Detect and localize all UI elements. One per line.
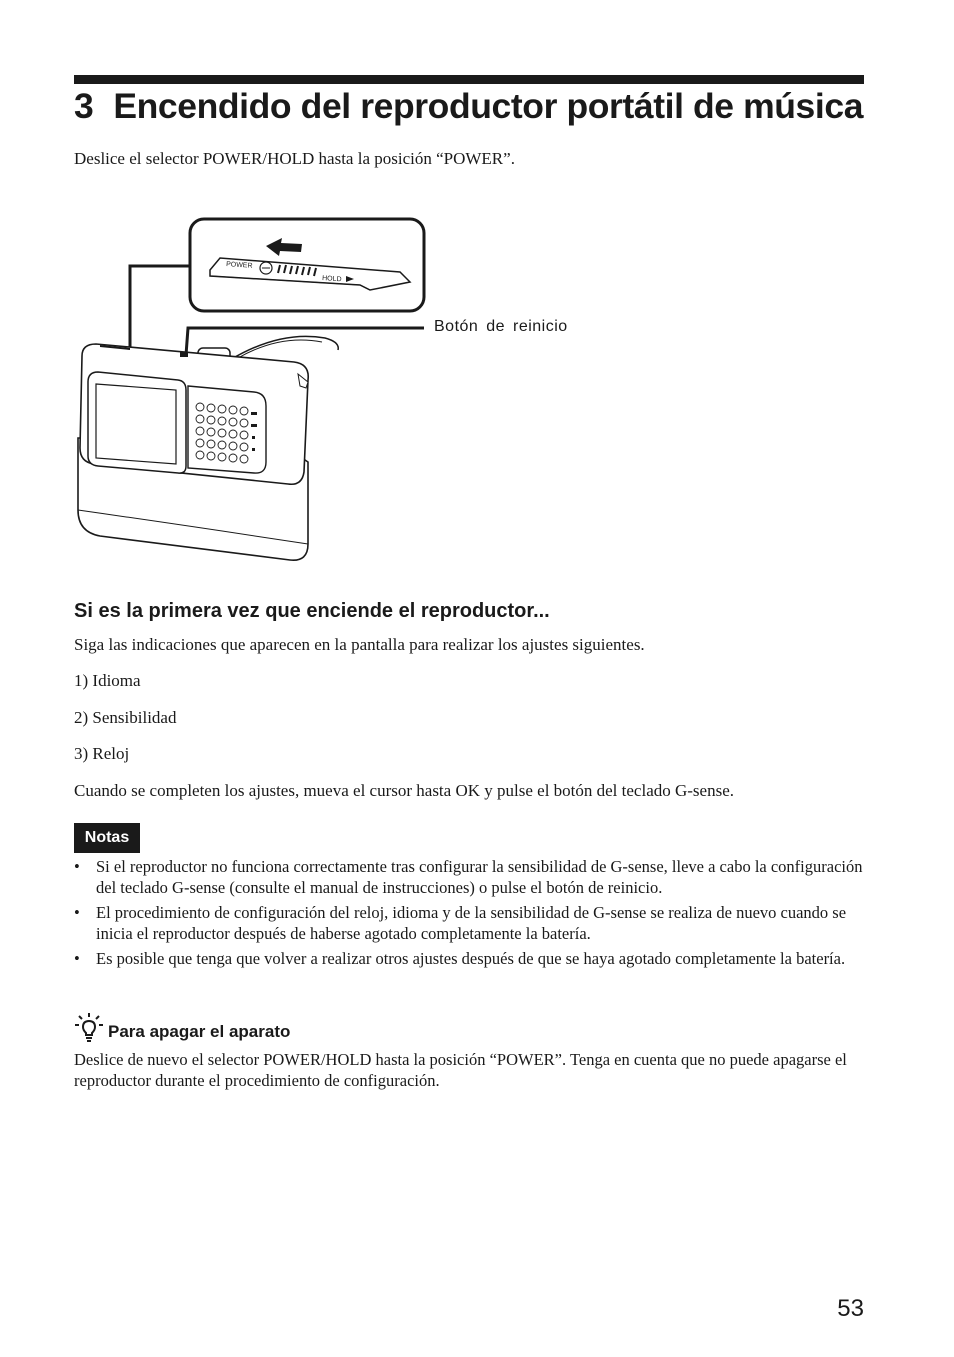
tip-text: Deslice de nuevo el selector POWER/HOLD hasta la posición “POWER”. Tenga en cuenta que no puede apagarse el reproductor durante el procedimiento de configuración.	[74, 1050, 847, 1090]
lightbulb-icon	[74, 1012, 104, 1042]
tip-title: Para apagar el aparato	[108, 1022, 291, 1041]
tip-header	[74, 1012, 290, 1042]
notes-list	[74, 857, 864, 975]
notes-badge: Notas	[74, 823, 140, 853]
step-sensitivity: 2) Sensibilidad	[74, 708, 177, 727]
first-time-conclusion: Cuando se completen los ajustes, mueva el cursor hasta OK y pulse el botón del teclado G-sense.	[74, 781, 734, 800]
reset-button-callout: Botón de reinicio	[434, 318, 568, 335]
first-time-instruction: Siga las indicaciones que aparecen en la pantalla para realizar los ajustes siguientes.	[74, 635, 645, 654]
title-text: Encendido del reproductor portátil de música	[113, 86, 864, 126]
section-number: 3	[74, 86, 94, 126]
switch-hold-label: HOLD	[321, 275, 342, 284]
switch-power-label: POWER	[225, 261, 253, 270]
step-clock: 3) Reloj	[74, 744, 130, 763]
title-rule	[74, 75, 864, 84]
first-time-heading: Si es la primera vez que enciende el reproductor...	[74, 600, 550, 622]
player-figure	[70, 210, 610, 580]
note-item: • Si el reproductor no funciona correctamente tras configurar la sensibilidad de G-sense, lleve a cabo la configuración del teclado G-sense (consulte el manual de instrucciones) o pulse el botón de reinicio.	[74, 857, 863, 897]
music-player-illustration	[70, 210, 610, 580]
intro-text: Deslice el selector POWER/HOLD hasta la posición “POWER”.	[74, 149, 515, 168]
note-item: • Es posible que tenga que volver a realizar otros ajustes después de que se haya agotado completamente la batería.	[74, 949, 846, 968]
page-title	[74, 86, 863, 127]
note-item: • El procedimiento de configuración del reloj, idioma y de la sensibilidad de G-sense se realiza de nuevo cuando se inicia el reproductor después de haberse agotado completamente la batería.	[74, 903, 847, 943]
step-language: 1) Idioma	[74, 671, 141, 690]
page-number: 53	[837, 1295, 864, 1322]
